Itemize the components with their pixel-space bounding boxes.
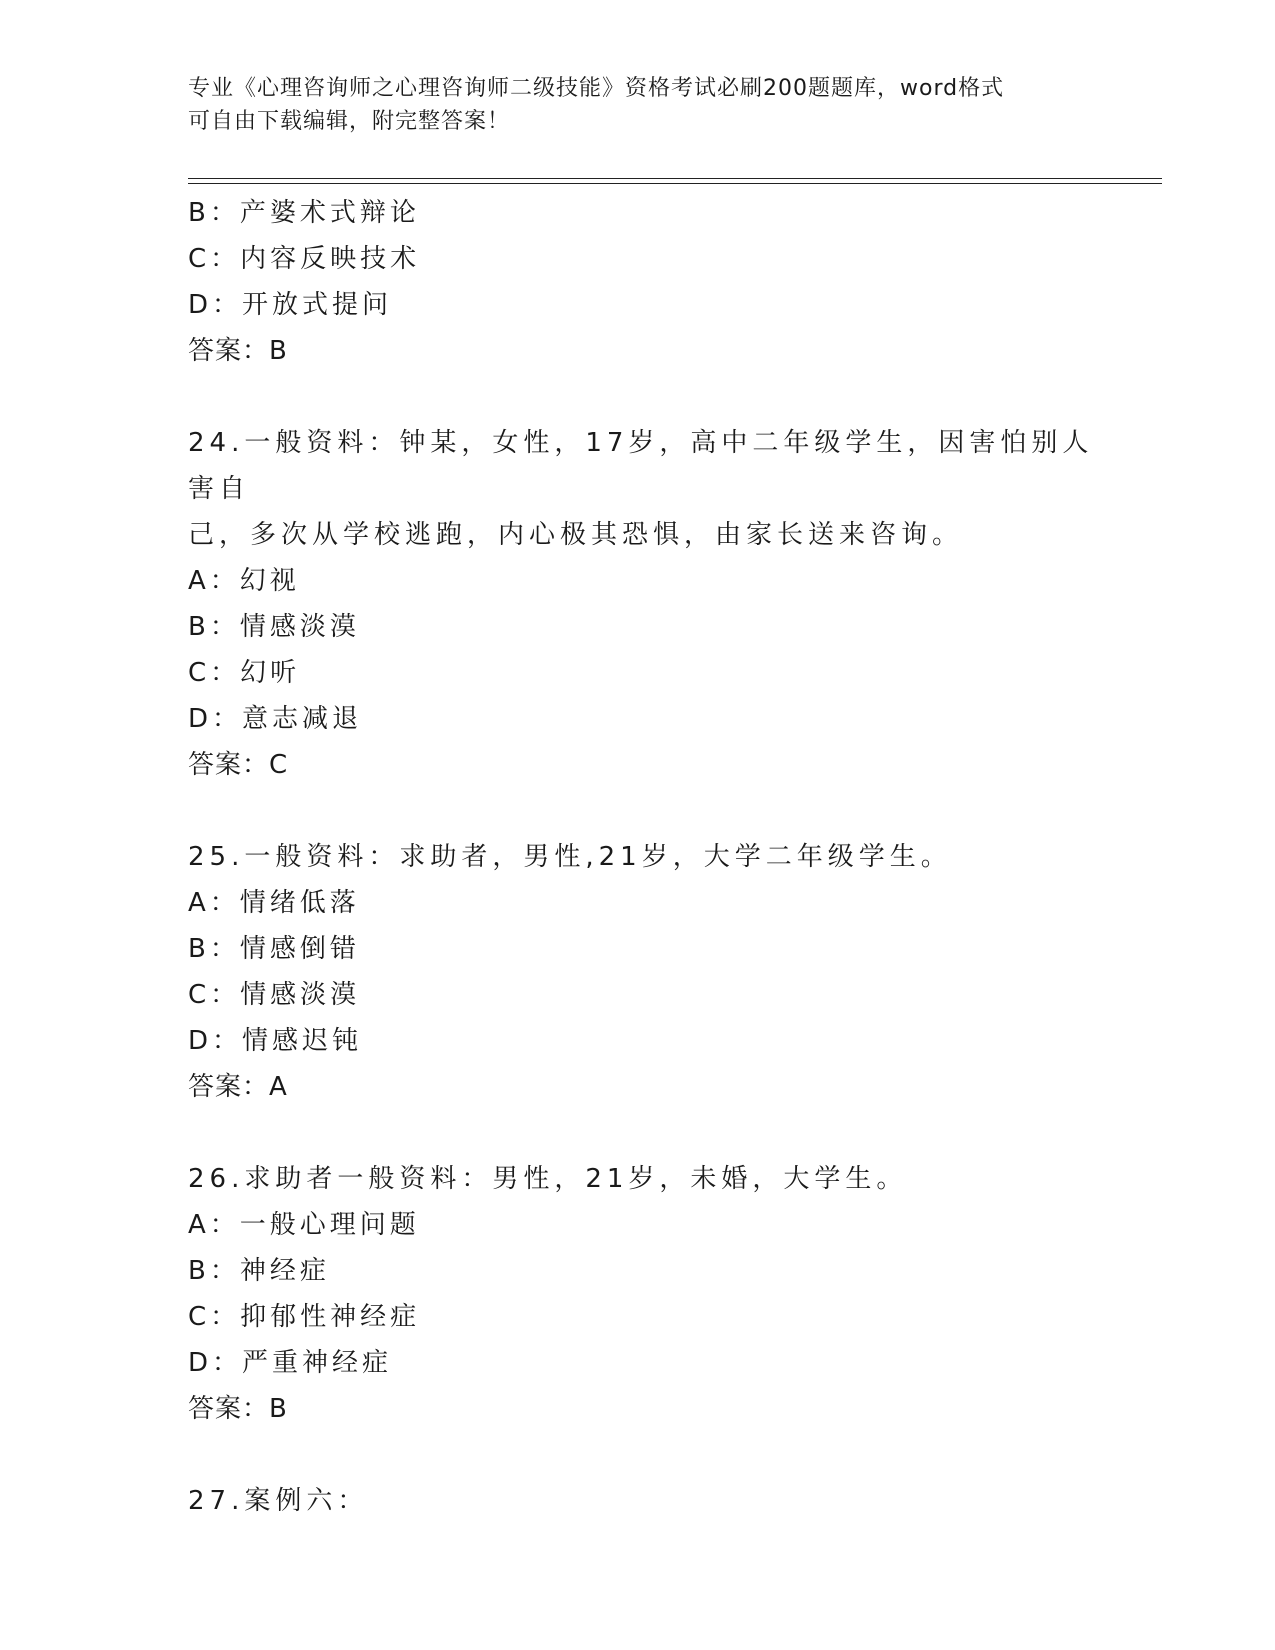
option-a: A：情绪低落 xyxy=(188,888,360,918)
question-text-line-1: 24.一般资料：钟某，女性，17岁，高中二年级学生，因害怕别人害自 xyxy=(188,428,1094,504)
answer-label: 答案：B xyxy=(188,1394,288,1424)
spacer xyxy=(188,374,1118,420)
spacer xyxy=(188,788,1118,834)
option-b: B：产婆术式辩论 xyxy=(188,198,420,228)
question-text: 26.求助者一般资料：男性，21岁，未婚，大学生。 xyxy=(188,1164,908,1194)
option-d: D：严重神经症 xyxy=(188,1348,393,1378)
option-d: D：情感迟钝 xyxy=(188,1026,363,1056)
option-c: C：幻听 xyxy=(188,658,301,688)
question-list xyxy=(188,190,1118,1524)
question-text-line-2: 己，多次从学校逃跑，内心极其恐惧，由家长送来咨询。 xyxy=(188,520,964,550)
option-d: D：开放式提问 xyxy=(188,290,393,320)
question-text: 27.案例六： xyxy=(188,1486,369,1516)
question-block-25 xyxy=(188,834,1118,1110)
option-b: B：神经症 xyxy=(188,1256,330,1286)
option-a: A：一般心理问题 xyxy=(188,1210,420,1240)
option-d: D：意志减退 xyxy=(188,704,363,734)
header-divider-top xyxy=(188,178,1162,179)
option-c: C：抑郁性神经症 xyxy=(188,1302,421,1332)
answer-label: 答案：A xyxy=(188,1072,288,1102)
option-b: B：情感淡漠 xyxy=(188,612,360,642)
header-line-2: 可自由下载编辑，附完整答案！ xyxy=(188,109,511,134)
answer-label: 答案：C xyxy=(188,750,289,780)
question-block-prev xyxy=(188,190,1118,374)
question-block-26 xyxy=(188,1156,1118,1432)
question-block-24 xyxy=(188,420,1118,788)
document-header xyxy=(188,72,1088,138)
header-line-1: 专业《心理咨询师之心理咨询师二级技能》资格考试必刷200题题库，word格式 xyxy=(188,76,1005,101)
option-a: A：幻视 xyxy=(188,566,300,596)
header-divider-bottom xyxy=(188,183,1162,184)
option-b: B：情感倒错 xyxy=(188,934,360,964)
question-text: 25.一般资料：求助者，男性,21岁，大学二年级学生。 xyxy=(188,842,952,872)
spacer xyxy=(188,1432,1118,1478)
option-c: C：情感淡漠 xyxy=(188,980,361,1010)
answer-label: 答案：B xyxy=(188,336,288,366)
question-block-27 xyxy=(188,1478,1118,1524)
option-c: C：内容反映技术 xyxy=(188,244,421,274)
spacer xyxy=(188,1110,1118,1156)
